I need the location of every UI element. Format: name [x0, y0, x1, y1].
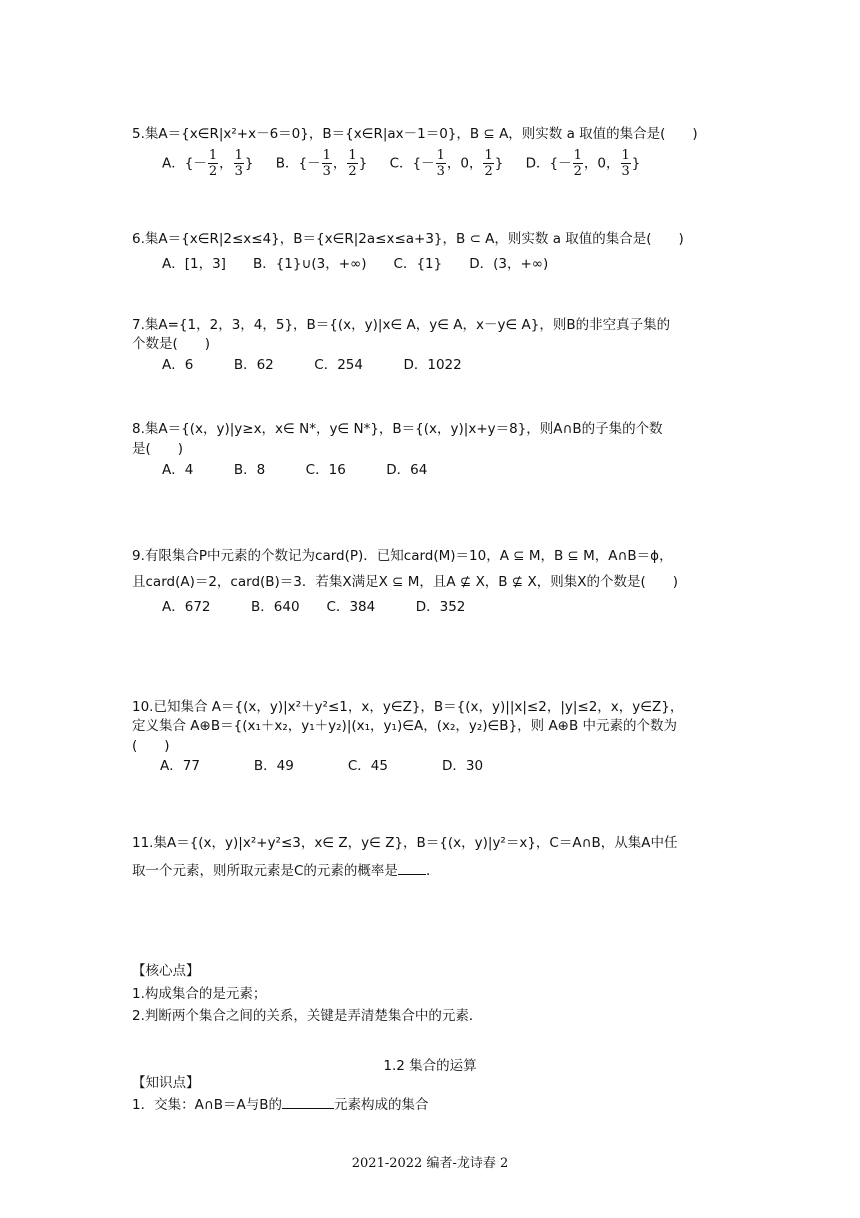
- section-title: 1.2 集合的运算: [383, 1058, 477, 1074]
- q10-stem-line2: 定义集合 A⊕B＝{(x₁＋x₂，y₁＋y₂)|(x₁，y₁)∈A，(x₂，y₂)∈B}，则 A⊕B 中元素的个数为: [132, 718, 678, 734]
- knowledge-point-1-text: 1．交集：A∩B＝A与B的: [132, 1097, 282, 1113]
- page-footer: 2021-2022 编者-龙诗春 2: [351, 1156, 509, 1171]
- q5-stem: 5.集A＝{x∈R|x²+x－6＝0}，B＝{x∈R|ax－1＝0}，B ⊆ A，则实数 a 取值的集合是( ): [132, 126, 698, 142]
- q8-stem-line1: 8.集A＝{(x，y)|y≥x，x∈ N*，y∈ N*}，B＝{(x，y)|x+y＝8}，则A∩B的子集的个数: [132, 421, 663, 437]
- q8-stem-line2: 是( ): [132, 441, 184, 457]
- q5-option-a: A．{－ $\frac{1}{2}$ ， $\frac{1}{3}$ }: [162, 148, 254, 179]
- q7-stem-line1: 7.集A={1，2，3，4，5}，B＝{(x，y)|x∈ A，y∈ A，x－y∈ A}，则B的非空真子集的: [132, 317, 671, 333]
- q5-option-b: B．{－ $\frac{1}{3}$ ， $\frac{1}{2}$ }: [275, 148, 368, 179]
- core-points-heading: 【核心点】: [132, 963, 200, 979]
- q9-stem-line1: 9.有限集合P中元素的个数记为card(P)．已知card(M)＝10，A ⊆ M，B ⊆ M，A∩B＝ϕ，: [132, 548, 673, 564]
- q5-option-d: D．{－ $\frac{1}{2}$ ，0， $\frac{1}{3}$ }: [525, 148, 641, 179]
- q11-stem-line2: [132, 862, 439, 880]
- core-point-1: 1.构成集合的是元素；: [132, 986, 267, 1002]
- knowledge-point-1: [132, 1096, 428, 1114]
- knowledge-heading: 【知识点】: [132, 1075, 200, 1091]
- knowledge-answer-blank[interactable]: [282, 1096, 334, 1109]
- core-point-2: 2.判断两个集合之间的关系，关键是弄清楚集合中的元素．: [132, 1008, 483, 1024]
- q10-stem-line1: 10.已知集合 A＝{(x，y)|x²＋y²≤1，x，y∈Z}，B＝{(x，y)||x|≤2，|y|≤2，x，y∈Z}，: [132, 699, 684, 715]
- q5-options: [162, 148, 658, 179]
- q7-stem-line2: 个数是( ): [132, 336, 211, 352]
- q5-option-c: C．{－ $\frac{1}{3}$ ，0， $\frac{1}{2}$ }: [389, 148, 504, 179]
- q11-stem-end: ．: [425, 863, 440, 879]
- q10-stem-line3: ( ): [132, 738, 170, 754]
- q11-stem-text: 取一个元素，则所取元素是C的元素的概率是: [132, 863, 398, 879]
- q9-stem-line2: 且card(A)＝2，card(B)＝3．若集X满足X ⊆ M，且A ⊈ X，B ⊈ X，则集X的个数是( ): [132, 574, 678, 590]
- q6-options: A．[1，3] B．{1}∪(3，+∞) C．{1} D．(3，+∞): [162, 256, 549, 272]
- q8-options: A．4 B．8 C．16 D．64: [162, 462, 428, 478]
- q6-stem: 6.集A＝{x∈R|2≤x≤4}，B＝{x∈R|2a≤x≤a+3}，B ⊂ A，则实数 a 取值的集合是( ): [132, 231, 684, 247]
- knowledge-point-1-end: 元素构成的集合: [333, 1097, 429, 1113]
- q10-options: A．77 B．49 C．45 D．30: [160, 758, 484, 774]
- q11-stem-line1: 11.集A＝{(x，y)|x²+y²≤3，x∈ Z，y∈ Z}，B＝{(x，y)|y²＝x}，C＝A∩B，从集A中任: [132, 835, 678, 851]
- q7-options: A．6 B．62 C．254 D．1022: [162, 357, 462, 373]
- q11-answer-blank[interactable]: [398, 862, 426, 875]
- q9-options: A．672 B．640 C．384 D．352: [162, 599, 466, 615]
